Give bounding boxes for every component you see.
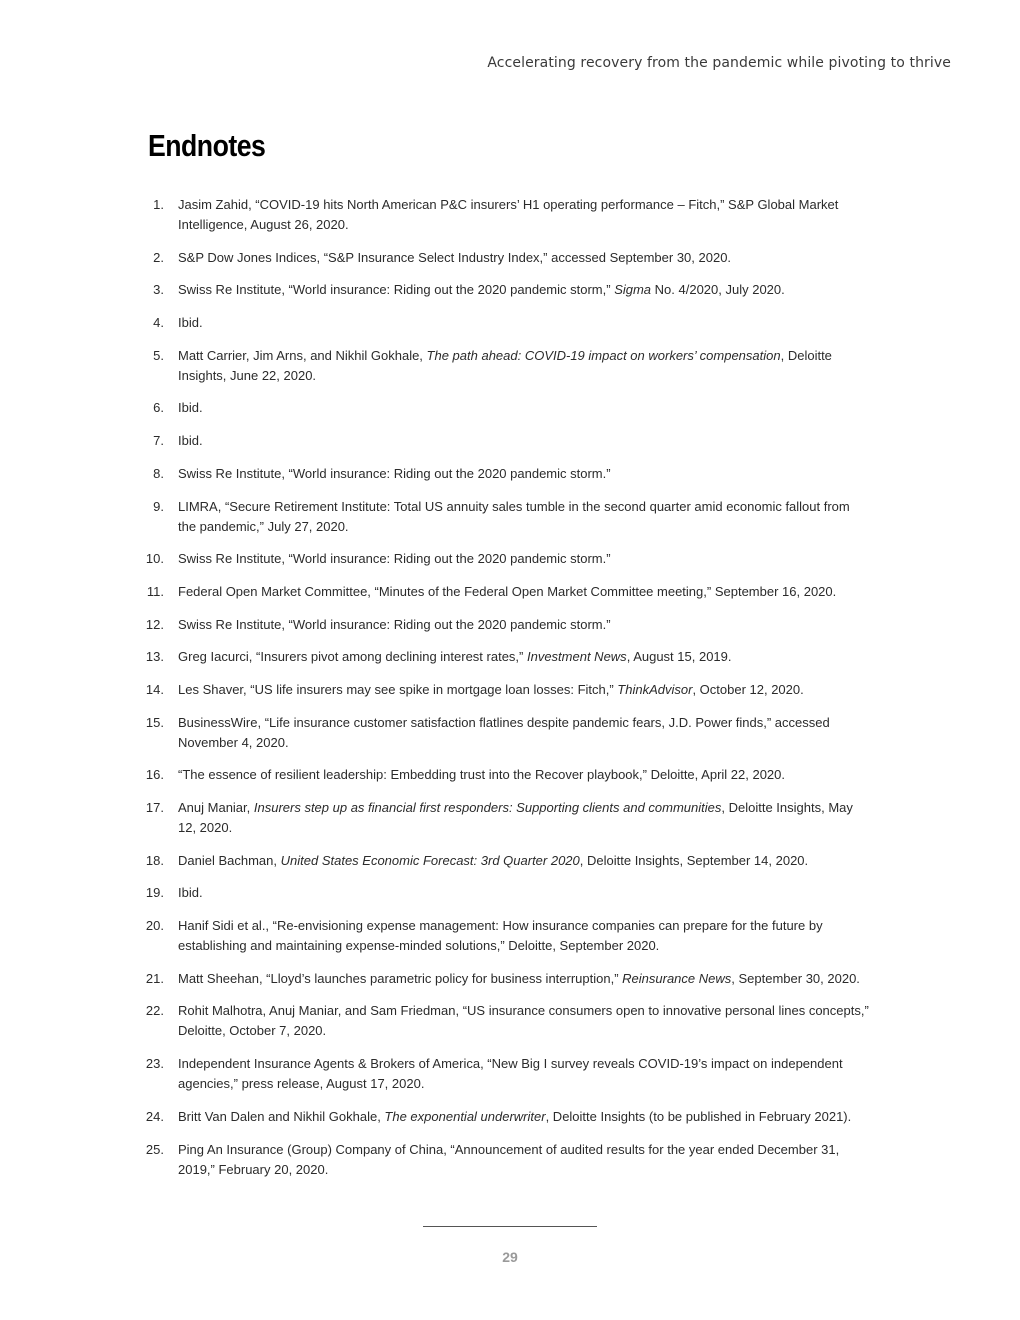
endnote-item <box>140 398 870 418</box>
running-header: Accelerating recovery from the pandemic while pivoting to thrive <box>487 55 951 71</box>
endnote-number: 11. <box>146 583 164 599</box>
endnote-italic-title: Sigma <box>614 282 652 298</box>
endnote-text-segment: Swiss Re Institute, “World insurance: Riding out the 2020 pandemic storm.” <box>178 465 611 481</box>
endnote-text <box>178 250 731 265</box>
endnote-number: 9. <box>153 498 164 514</box>
endnote-item <box>140 680 870 700</box>
endnote-item <box>140 713 870 753</box>
endnote-text-segment: BusinessWire, “Life insurance customer satisfaction flatlines despite pandemic fears, J.D. Power finds,” accessed November 4, 2020. <box>178 714 830 750</box>
endnote-number: 10. <box>145 551 164 567</box>
endnote-item <box>140 313 870 333</box>
endnote-item <box>140 195 870 235</box>
endnote-item <box>140 248 870 268</box>
endnote-text <box>178 551 611 566</box>
endnote-text-segment: , October 12, 2020. <box>692 681 804 697</box>
endnote-text <box>178 971 860 986</box>
endnote-italic-title: ThinkAdvisor <box>617 681 693 697</box>
endnote-item <box>140 582 870 602</box>
endnote-number: 2. <box>153 249 164 265</box>
endnote-text-segment: Matt Carrier, Jim Arns, and Nikhil Gokhale, <box>178 347 427 363</box>
endnote-text <box>178 1142 839 1177</box>
endnote-text <box>178 649 732 664</box>
endnote-item <box>140 1054 870 1094</box>
endnote-text-segment: Ping An Insurance (Group) Company of China, “Announcement of audited results for the year ended December 31, 2019,” February 20, 2020. <box>178 1141 840 1177</box>
endnote-text <box>178 400 203 415</box>
endnote-number: 19. <box>145 885 164 901</box>
endnote-text-segment: , August 15, 2019. <box>626 649 732 665</box>
endnote-number: 7. <box>153 433 164 449</box>
endnote-text-segment: Ibid. <box>178 885 203 901</box>
endnote-number: 14. <box>145 681 164 697</box>
endnote-italic-title: United States Economic Forecast: 3rd Quarter 2020 <box>280 852 580 868</box>
endnote-text-segment: Ibid. <box>178 315 203 331</box>
endnote-item <box>140 1001 870 1041</box>
endnote-item <box>140 765 870 785</box>
endnote-item <box>140 549 870 569</box>
endnote-number: 12. <box>145 616 164 632</box>
endnote-text <box>178 617 611 632</box>
endnote-number: 16. <box>145 767 164 783</box>
endnote-text <box>178 433 203 448</box>
endnote-number: 17. <box>145 800 164 815</box>
endnote-text <box>178 282 785 297</box>
endnote-item <box>140 431 870 451</box>
page-number: 29 <box>502 1249 518 1265</box>
endnote-text-segment: Federal Open Market Committee, “Minutes of the Federal Open Market Committee meeting,” September 16, 2020. <box>178 583 837 599</box>
endnote-number: 6. <box>153 400 164 416</box>
endnote-text-segment: Matt Sheehan, “Lloyd’s launches parametric policy for business interruption,” <box>178 970 623 986</box>
endnote-list <box>140 195 870 1192</box>
endnote-item <box>140 916 870 956</box>
endnote-number: 25. <box>145 1141 164 1157</box>
endnote-item <box>140 346 870 386</box>
endnote-item <box>140 280 870 300</box>
endnote-text-segment: , Deloitte Insights, September 14, 2020. <box>579 852 809 868</box>
endnote-item <box>140 883 870 903</box>
endnote-item <box>140 1107 870 1127</box>
endnote-number: 23. <box>145 1056 164 1072</box>
endnote-italic-title: Reinsurance News <box>622 970 732 986</box>
endnote-text-segment: Rohit Malhotra, Anuj Maniar, and Sam Friedman, “US insurance consumers open to innovative personal lines concepts,” Deloitte, October 7, 2020. <box>178 1003 869 1039</box>
endnote-text <box>178 1109 851 1124</box>
endnote-text-segment: LIMRA, “Secure Retirement Institute: Total US annuity sales tumble in the second quarter amid economic fallout from the pandemic,” July 27, 2020. <box>178 498 850 534</box>
endnote-italic-title: Insurers step up as financial first responders: Supporting clients and communities <box>253 800 722 815</box>
endnote-number: 24. <box>145 1108 164 1124</box>
endnote-text-segment: , Deloitte Insights, June 22, 2020. <box>178 347 832 383</box>
endnote-text <box>178 1056 843 1091</box>
endnote-text <box>178 348 832 383</box>
endnote-text-segment: Swiss Re Institute, “World insurance: Riding out the 2020 pandemic storm.” <box>178 616 611 632</box>
endnote-text <box>178 885 203 900</box>
endnote-text <box>178 853 808 868</box>
endnote-text <box>178 584 836 599</box>
endnote-text-segment: Swiss Re Institute, “World insurance: Riding out the 2020 pandemic storm.” <box>178 551 611 567</box>
footer-divider <box>423 1226 597 1227</box>
endnote-number: 8. <box>153 465 164 481</box>
endnote-number: 3. <box>153 282 164 298</box>
endnote-number: 13. <box>145 649 164 665</box>
endnote-text <box>178 466 611 481</box>
endnote-text-segment: Swiss Re Institute, “World insurance: Riding out the 2020 pandemic storm,” <box>178 282 615 298</box>
endnote-text-segment: , Deloitte Insights (to be published in February 2021). <box>545 1108 852 1124</box>
endnote-text-segment: Jasim Zahid, “COVID-19 hits North American P&C insurers’ H1 operating performance – Fitch,” S&P Global Market Intelligence, August 26, 2020. <box>178 197 839 232</box>
endnote-text-segment: , Deloitte Insights, May 12, 2020. <box>178 800 853 835</box>
endnote-item <box>140 615 870 635</box>
endnote-text-segment: S&P Dow Jones Indices, “S&P Insurance Select Industry Index,” accessed September 30, 2020. <box>178 249 732 265</box>
endnote-item <box>140 798 870 838</box>
endnote-number: 15. <box>145 714 164 730</box>
endnote-text <box>178 1003 869 1038</box>
endnote-text-segment: , September 30, 2020. <box>731 970 860 986</box>
page-title: Endnotes <box>148 128 266 163</box>
endnote-text-segment: Daniel Bachman, <box>178 852 281 868</box>
endnote-text-segment: No. 4/2020, July 2020. <box>651 282 785 298</box>
endnote-item <box>140 497 870 537</box>
endnote-text <box>178 315 203 330</box>
endnote-text <box>178 715 830 750</box>
endnote-text-segment: Anuj Maniar, <box>178 800 254 815</box>
endnote-text-segment: Britt Van Dalen and Nikhil Gokhale, <box>178 1108 385 1124</box>
endnote-text-segment: Les Shaver, “US life insurers may see spike in mortgage loan losses: Fitch,” <box>178 681 618 697</box>
endnote-number: 1. <box>153 197 164 212</box>
endnote-text-segment: Ibid. <box>178 433 203 449</box>
endnote-text <box>178 197 838 232</box>
endnote-number: 20. <box>145 918 164 934</box>
endnote-item <box>140 1140 870 1180</box>
endnote-text-segment: Hanif Sidi et al., “Re-envisioning expense management: How insurance companies can prepare for the future by establishing and maintaining expense-minded solutions,” Deloitte, September 2020. <box>178 918 823 954</box>
endnote-italic-title: The exponential underwriter <box>384 1108 546 1124</box>
endnote-italic-title: The path ahead: COVID-19 impact on workers’ compensation <box>426 347 781 363</box>
endnote-number: 4. <box>153 315 164 331</box>
endnote-text <box>178 918 823 953</box>
endnote-item <box>140 464 870 484</box>
endnote-number: 18. <box>145 852 164 868</box>
endnote-item <box>140 851 870 871</box>
endnote-text-segment: Greg Iacurci, “Insurers pivot among declining interest rates,” <box>178 649 527 665</box>
endnote-number: 22. <box>145 1003 164 1019</box>
endnote-text <box>178 682 804 697</box>
endnote-text <box>178 499 850 534</box>
endnote-text <box>178 767 785 782</box>
endnote-text-segment: “The essence of resilient leadership: Embedding trust into the Recover playbook,” Deloitte, April 22, 2020. <box>178 767 786 783</box>
endnote-text-segment: Ibid. <box>178 400 203 416</box>
endnote-number: 21. <box>145 970 164 986</box>
endnote-text-segment: Independent Insurance Agents & Brokers of America, “New Big I survey reveals COVID-19’s impact on independent agencies,” press release, August 17, 2020. <box>178 1056 843 1092</box>
endnote-text <box>178 800 853 835</box>
endnote-number: 5. <box>153 347 164 363</box>
endnote-item <box>140 969 870 989</box>
endnote-italic-title: Investment News <box>526 649 627 665</box>
endnote-item <box>140 647 870 667</box>
